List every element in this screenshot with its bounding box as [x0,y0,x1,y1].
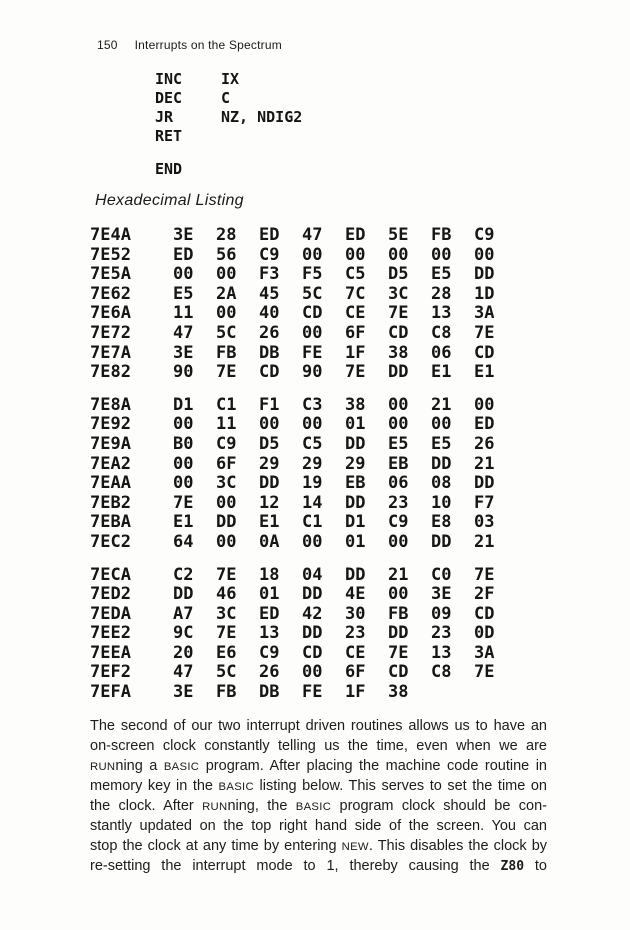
hex-byte: EB [345,473,366,494]
text-segment-smallcaps: BASIC [295,801,332,813]
hex-row [90,585,517,605]
paragraph-line [90,736,547,756]
hex-byte: 00 [259,414,280,435]
text-segment: re-setting the interrupt mode to 1, thereby causing the [90,858,501,874]
paragraph-line [90,776,547,796]
hex-byte: 00 [216,492,237,513]
hex-byte: C3 [302,394,323,415]
hex-byte: 21 [388,564,409,585]
text-segment: on-screen clock constantly telling us the time, even when we are [90,738,547,754]
hex-byte: 38 [388,682,409,703]
hex-byte: C1 [302,512,323,533]
hex-byte: 7C [345,283,366,304]
hex-address: 7E4A [90,225,131,245]
hex-byte: 0D [474,623,495,644]
hex-address: 7E7A [90,342,131,363]
hex-byte: DD [474,264,495,285]
hex-address: 7E6A [90,303,131,324]
text-segment: to [524,858,547,874]
hex-byte: CE [345,642,366,663]
hex-row [90,396,517,416]
hex-byte: 7E [474,322,495,343]
hex-byte: DD [345,433,366,454]
hex-byte: 00 [431,244,452,265]
asm-operand: IX [221,70,240,88]
hex-address: 7EEA [90,642,131,663]
hex-row [90,663,517,683]
hex-row [90,324,517,344]
hex-byte: 5C [216,662,237,683]
hex-byte: 00 [216,531,237,552]
hex-byte: 40 [259,303,280,324]
text-segment-smallcaps: BASIC [218,781,254,793]
text-segment: . This disables the clock by [368,838,548,854]
text-segment: the clock. After [90,798,203,814]
hex-address: 7E8A [90,394,131,415]
asm-mnemonic: JR [155,108,174,126]
text-segment: program clock should be con- [331,798,547,814]
hex-address: 7EDA [90,603,131,624]
hex-byte: 3E [173,342,194,363]
hex-row [90,285,517,305]
asm-line [155,70,302,89]
hex-byte: 11 [216,414,237,435]
hex-row [90,566,517,586]
hex-byte: 09 [431,603,452,624]
hex-byte: 29 [345,453,366,474]
hex-byte: 23 [388,492,409,513]
hex-byte: CD [302,642,323,663]
hex-byte: 18 [259,564,280,585]
hex-byte: 5C [216,322,237,343]
hex-byte: 7E [388,303,409,324]
hex-byte: CD [388,662,409,683]
hex-byte: C1 [216,394,237,415]
paragraph-line [90,796,547,816]
hex-listing-heading: Hexadecimal Listing [95,192,244,209]
hex-byte: 06 [431,342,452,363]
hex-row [90,455,517,475]
hex-byte: 00 [173,473,194,494]
hex-byte: 7E [345,362,366,383]
hex-byte: 28 [431,283,452,304]
hex-byte: 90 [173,362,194,383]
hex-byte: E1 [173,512,194,533]
hex-byte: 00 [173,264,194,285]
hex-byte: 00 [302,322,323,343]
paragraph-line [90,756,547,776]
hex-byte: DD [302,584,323,605]
hex-byte: 23 [345,623,366,644]
text-segment-smallcaps: BASIC [163,761,200,773]
hex-byte: F5 [302,264,323,285]
hex-byte: E5 [431,264,452,285]
hex-byte: 23 [431,623,452,644]
hex-byte: E1 [474,362,495,383]
hex-byte: 26 [474,433,495,454]
hex-byte: 12 [259,492,280,513]
hex-byte: CD [302,303,323,324]
hex-byte: DD [345,492,366,513]
hex-byte: 9C [173,623,194,644]
hex-address: 7E5A [90,264,131,285]
hex-byte: 00 [431,414,452,435]
hex-row [90,513,517,533]
hex-byte: 7E [216,564,237,585]
paragraph-line [90,816,547,836]
hex-byte: 00 [302,244,323,265]
hex-row [90,533,517,553]
hex-byte: C8 [431,662,452,683]
hex-byte: 3C [216,603,237,624]
hex-byte: 21 [431,394,452,415]
hex-byte: DD [474,473,495,494]
hex-byte: C9 [216,433,237,454]
hex-byte: ED [345,225,366,245]
hex-byte: 01 [345,414,366,435]
hex-byte: 00 [302,662,323,683]
hex-row [90,304,517,324]
hex-byte: 46 [216,584,237,605]
asm-line [155,146,302,160]
text-segment-mono: Z80 [500,859,525,874]
hex-byte: C9 [259,244,280,265]
page-header [97,38,282,52]
hex-address: 7E9A [90,433,131,454]
asm-mnemonic: DEC [155,89,183,107]
hex-byte: C2 [173,564,194,585]
hex-byte: F1 [259,394,280,415]
hex-byte: 13 [431,642,452,663]
hex-byte: 1F [345,342,366,363]
hex-byte: 00 [474,394,495,415]
hex-byte: 38 [345,394,366,415]
hex-byte: DD [431,453,452,474]
hex-row [90,605,517,625]
text-segment: ning, the [227,798,296,814]
hex-address: 7EF2 [90,662,131,683]
hex-byte: DD [345,564,366,585]
hex-address: 7EA2 [90,453,131,474]
hex-byte: 6F [345,322,366,343]
hex-byte: 6F [216,453,237,474]
hex-byte: 11 [173,303,194,324]
hex-byte: 5E [388,225,409,245]
asm-line [155,127,302,146]
hex-byte: 00 [345,244,366,265]
hex-byte: 90 [302,362,323,383]
hex-byte: 7E [474,564,495,585]
asm-mnemonic: INC [155,70,183,88]
hex-byte: CD [259,362,280,383]
hex-byte: 42 [302,603,323,624]
hex-row [90,494,517,514]
asm-line [155,108,302,127]
page-number: 150 [97,38,118,52]
hex-byte: 08 [431,473,452,494]
hex-byte: FB [216,682,237,703]
hex-byte: 14 [302,492,323,513]
hex-byte: 64 [173,531,194,552]
hex-byte: ED [259,225,280,245]
hex-address: 7EBA [90,512,131,533]
hex-byte: 13 [431,303,452,324]
hex-byte: DD [216,512,237,533]
hex-byte: 7E [388,642,409,663]
body-paragraph [90,716,547,876]
hex-byte: 03 [474,512,495,533]
hex-byte: CD [474,603,495,624]
hex-byte: 3A [474,642,495,663]
hex-byte: E8 [431,512,452,533]
hex-address: 7E82 [90,362,131,383]
hex-byte: ED [474,414,495,435]
hex-byte: E5 [388,433,409,454]
hex-address: 7EFA [90,682,131,703]
hex-byte: C8 [431,322,452,343]
hex-byte: 01 [259,584,280,605]
hex-byte: 13 [259,623,280,644]
asm-line [155,160,302,179]
hex-byte: 21 [474,453,495,474]
hex-row [90,474,517,494]
hex-row [90,435,517,455]
hex-byte: 7E [216,362,237,383]
text-segment: memory key in the [90,778,219,794]
text-segment-smallcaps: RUN [202,801,228,813]
hex-byte: 00 [388,394,409,415]
hex-byte: DB [259,342,280,363]
hex-byte: DB [259,682,280,703]
hex-byte: C0 [431,564,452,585]
hex-byte: 00 [388,584,409,605]
hex-byte: 30 [345,603,366,624]
text-segment-smallcaps: RUN [90,761,116,773]
hex-byte: 56 [216,244,237,265]
hex-byte: D1 [173,394,194,415]
hex-byte: 47 [173,322,194,343]
hex-byte: 2F [474,584,495,605]
text-segment: stantly updated on the top right hand side of the screen. You can [90,818,547,834]
assembly-listing [155,70,302,179]
hex-byte: 10 [431,492,452,513]
hex-byte: 00 [173,453,194,474]
hex-byte: 38 [388,342,409,363]
hex-block [90,396,517,553]
hex-byte: F3 [259,264,280,285]
hex-byte: ED [259,603,280,624]
hex-row [90,624,517,644]
hex-byte: 47 [302,225,323,245]
hex-byte: 29 [259,453,280,474]
hex-row [90,344,517,364]
hex-byte: 01 [345,531,366,552]
hex-byte: FB [216,342,237,363]
hex-byte: DD [388,362,409,383]
hex-byte: 5C [302,283,323,304]
hex-byte: CD [388,322,409,343]
hex-address: 7ED2 [90,584,131,605]
hex-row [90,226,517,246]
hex-byte: 3A [474,303,495,324]
hex-byte: E6 [216,642,237,663]
hex-byte: 19 [302,473,323,494]
hex-address: 7E62 [90,283,131,304]
hex-address: 7E72 [90,322,131,343]
text-segment: ning a [115,758,164,774]
hex-row [90,415,517,435]
asm-line [155,89,302,108]
asm-mnemonic: END [155,160,183,178]
hex-byte: C9 [388,512,409,533]
hex-byte: 3E [431,584,452,605]
hex-byte: C5 [345,264,366,285]
hex-byte: C5 [302,433,323,454]
hex-byte: DD [173,584,194,605]
hex-byte: 28 [216,225,237,245]
hex-byte: 3C [388,283,409,304]
hex-byte: 06 [388,473,409,494]
hex-byte: 21 [474,531,495,552]
hex-address: 7EE2 [90,623,131,644]
hex-byte: F7 [474,492,495,513]
hex-row [90,363,517,383]
hex-byte: FB [388,603,409,624]
hex-byte: 00 [302,531,323,552]
asm-operand: C [221,89,231,107]
hex-byte: 1F [345,682,366,703]
hex-byte: 00 [388,244,409,265]
hex-byte: 20 [173,642,194,663]
hex-byte: 00 [216,264,237,285]
hex-byte: 26 [259,662,280,683]
hex-byte: 00 [302,414,323,435]
hex-byte: 0A [259,531,280,552]
running-title: Interrupts on the Spectrum [134,38,282,52]
hex-byte: 00 [474,244,495,265]
hex-row [90,265,517,285]
hex-byte: 45 [259,283,280,304]
hex-block [90,226,517,383]
hex-byte: 26 [259,322,280,343]
hex-byte: B0 [173,433,194,454]
hex-byte: 3E [173,682,194,703]
hex-byte: CD [474,342,495,363]
hex-byte: E5 [173,283,194,304]
hex-byte: 00 [388,531,409,552]
text-segment: program. After placing the machine code routine in [199,758,547,774]
hex-byte: DD [259,473,280,494]
text-segment: listing below. This serves to set the time on [253,778,547,794]
hex-byte: 7E [216,623,237,644]
hex-byte: 6F [345,662,366,683]
hex-byte: D5 [388,264,409,285]
hex-byte: DD [388,623,409,644]
hex-byte: 7E [474,662,495,683]
paragraph-line [90,856,547,876]
hex-byte: 3C [216,473,237,494]
hex-address: 7E52 [90,244,131,265]
hex-byte: 04 [302,564,323,585]
hex-address: 7ECA [90,564,131,585]
hex-row [90,683,517,703]
hex-byte: EB [388,453,409,474]
hex-byte: C9 [259,642,280,663]
hex-byte: 29 [302,453,323,474]
hex-address: 7EB2 [90,492,131,513]
hex-byte: 00 [173,414,194,435]
text-segment: stop the clock at any time by entering [90,838,342,854]
hex-byte: D1 [345,512,366,533]
hex-byte: 47 [173,662,194,683]
hex-listing [90,226,517,716]
hex-byte: DD [302,623,323,644]
hex-byte: FE [302,682,323,703]
hex-byte: D5 [259,433,280,454]
hex-address: 7EAA [90,473,131,494]
paragraph-line [90,716,547,736]
hex-address: 7E92 [90,414,131,435]
paragraph-line [90,836,547,856]
hex-byte: E1 [431,362,452,383]
hex-byte: 2A [216,283,237,304]
hex-byte: A7 [173,603,194,624]
hex-byte: DD [431,531,452,552]
hex-byte: 00 [216,303,237,324]
hex-byte: ED [173,244,194,265]
hex-byte: 00 [388,414,409,435]
hex-byte: C9 [474,225,495,245]
hex-block [90,566,517,703]
hex-address: 7EC2 [90,531,131,552]
hex-byte: 7E [173,492,194,513]
hex-byte: 1D [474,283,495,304]
hex-byte: E1 [259,512,280,533]
asm-mnemonic: RET [155,127,183,145]
hex-byte: FB [431,225,452,245]
text-segment: The second of our two interrupt driven routines allows us to have an [90,718,547,734]
hex-byte: 4E [345,584,366,605]
hex-byte: CE [345,303,366,324]
hex-byte: FE [302,342,323,363]
hex-byte: E5 [431,433,452,454]
text-segment-smallcaps: NEW [341,841,369,853]
hex-byte: 3E [173,225,194,245]
hex-row [90,246,517,266]
hex-row [90,644,517,664]
asm-operand: NZ, NDIG2 [221,108,303,126]
